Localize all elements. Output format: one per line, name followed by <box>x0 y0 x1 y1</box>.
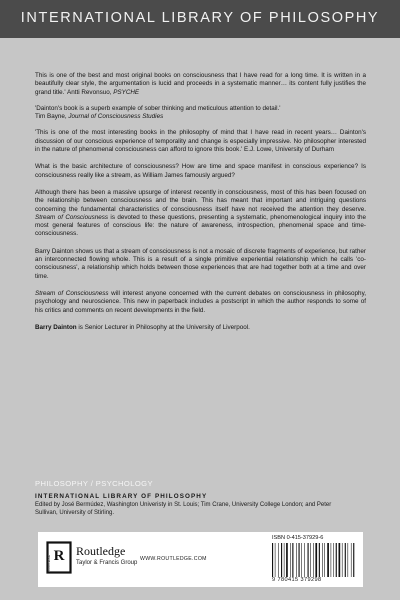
barcode-bar <box>342 543 343 577</box>
review-quote-3-author: E.J. Lowe, University of Durham <box>244 146 334 154</box>
barcode-bar <box>286 543 288 577</box>
blurb-paragraph-2 <box>35 189 366 239</box>
barcode-bar <box>322 543 323 577</box>
blurb-paragraph-3: Barry Dainton shows us that a stream of consciousness is not a mosaic of discrete fragments of experience, but rather an interconnected flowing whole. This is a result of a single primitive experiential relationship which he calls 'co-consciousness', a relationship which holds between those experiences that are had together both at a time and over time. <box>35 247 366 280</box>
barcode-bar <box>339 543 341 577</box>
blurb-paragraph-1: What is the basic architecture of consciousness? How are time and space manifest in conscious experience? Is consciousness really like a stream, as William James famously argued? <box>35 163 366 179</box>
barcode-icon <box>272 543 356 577</box>
review-quote-1-source: PSYCHE <box>113 88 140 96</box>
blurb-paragraph-4-text: will interest anyone concerned with the current debates on consciousness in philosophy, psychology and neuroscience. This new in paperback includes a postscript in which the author responds to some of his critics and comments on recent developments in the field. <box>35 289 366 314</box>
blurb-paragraph-2-text-a: Although there has been a massive upsurge of interest recently in consciousness, most of this has been focused on the relationship between consciousness and the brain. This has meant that important and intriguing questions concerning the fundamental characteristics of consciousness itself have not received the attention they deserve. <box>35 188 366 213</box>
barcode-bar <box>333 543 334 577</box>
routledge-logo-letter: R <box>53 548 65 564</box>
barcode-bar <box>313 543 314 577</box>
blurb-paragraph-4-book-title: Stream of Consciousness <box>35 289 109 297</box>
review-quote-3 <box>35 129 366 154</box>
barcode-bar <box>324 543 325 577</box>
subject-categories: PHILOSOPHY / PSYCHOLOGY <box>35 479 153 488</box>
review-quote-2-author: Tim Bayne, <box>35 113 67 121</box>
barcode-bar <box>272 543 273 577</box>
barcode-bar <box>345 543 346 577</box>
barcode-bar <box>310 543 311 577</box>
barcode-bar <box>351 543 352 577</box>
review-quote-2-text: 'Dainton's book is a superb example of sober thinking and meticulous attention to detail.' <box>35 104 281 112</box>
author-bio <box>35 324 366 332</box>
series-header-title: INTERNATIONAL LIBRARY OF PHILOSOPHY <box>20 10 380 26</box>
barcode-bar <box>301 543 302 577</box>
isbn-barcode-block <box>270 535 358 584</box>
series-header-band <box>0 0 400 38</box>
barcode-bar <box>327 543 329 577</box>
review-quote-3-text: 'This is one of the most interesting books in the philosophy of mind that I have read in recent years… Dainton's discussion of our conscious experience of temporality and change is especially impressive. No philosopher interested in the nature of phenomenal consciousness can afford to ignore this book.' <box>35 129 366 154</box>
blurb-paragraph-2-book-title: Stream of Consciousness <box>35 213 109 221</box>
barcode-bar <box>296 543 297 577</box>
barcode-bar <box>319 543 320 577</box>
publisher-subtitle: Taylor & Francis Group <box>76 560 138 566</box>
publisher-footer <box>38 532 363 587</box>
barcode-bar <box>336 543 337 577</box>
barcode-bar <box>275 543 276 577</box>
blurb-paragraph-2-text-b: is devoted to these questions, presenting a systematic, phenomenological inquiry into the most general features of conscious life: the nature of awareness, introspection, phenomenal space and time-consciousness. <box>35 213 366 238</box>
barcode-bar <box>299 543 300 577</box>
barcode-bar <box>331 543 332 577</box>
barcode-bar <box>315 543 317 577</box>
isbn-digits: 9 780415 379298 <box>272 577 322 583</box>
isbn-label: ISBN 0-415-37929-6 <box>272 535 324 541</box>
back-cover-text <box>35 72 366 332</box>
barcode-bar <box>353 543 354 577</box>
routledge-logo-side-text: ROUTLEDGE <box>48 554 51 571</box>
blurb-paragraph-4 <box>35 290 366 315</box>
series-title: INTERNATIONAL LIBRARY OF PHILOSOPHY <box>35 493 208 500</box>
barcode-bar <box>281 543 282 577</box>
review-quote-1 <box>35 72 366 97</box>
barcode-bar <box>278 543 279 577</box>
series-editors: Edited by José Bermúdez, Washington Univeristy in St. Louis; Tim Crane, University College London; and Peter Sullivan, University of Stirling. <box>35 502 332 516</box>
publisher-name: Routledge <box>76 544 126 558</box>
barcode-bar <box>348 543 349 577</box>
author-bio-text: is Senior Lecturer in Philosophy at the University of Liverpool. <box>78 323 250 331</box>
barcode-bar <box>308 543 309 577</box>
review-quote-2-source: Journal of Consciousness Studies <box>68 113 164 121</box>
barcode-bar <box>284 543 285 577</box>
barcode-bar <box>304 543 305 577</box>
barcode-bar <box>292 543 293 577</box>
barcode-bar <box>290 543 291 577</box>
publisher-website: WWW.ROUTLEDGE.COM <box>140 556 207 562</box>
review-quote-2 <box>35 105 366 122</box>
review-quote-1-author: Antti Revonsuo, <box>67 88 112 96</box>
author-bio-name: Barry Dainton <box>35 323 77 331</box>
routledge-logo-icon <box>46 541 72 574</box>
review-quote-1-text: This is one of the best and most original books on consciousness that I have read for a long time. It is written in a beautifully clear style, the argumentation is lucid and proceeds in a systematic manner… its content fully justifies the grand title.' <box>35 72 366 96</box>
